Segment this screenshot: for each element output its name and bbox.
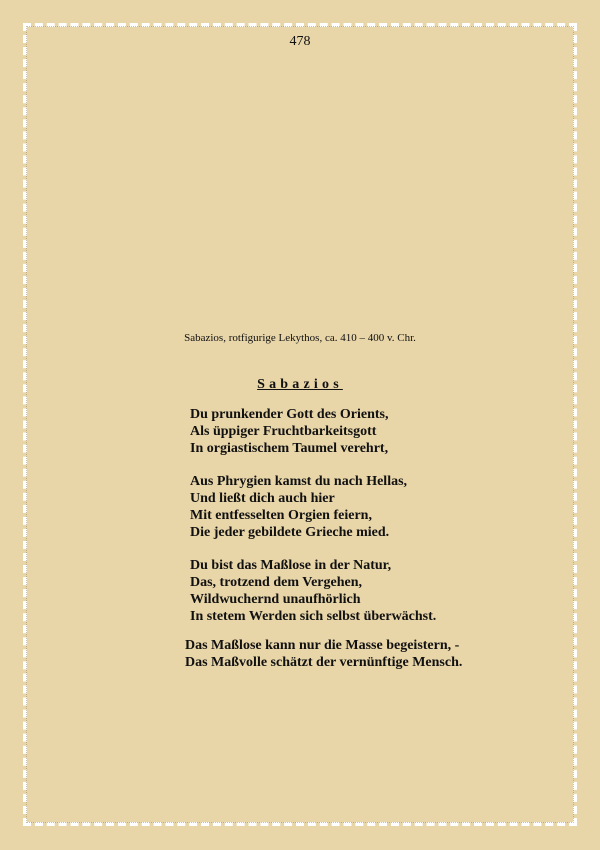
poem-line: Die jeder gebildete Grieche mied. [190, 525, 390, 540]
stanza-2 [190, 473, 550, 541]
poem-line: In orgiastischem Taumel verehrt, [190, 441, 389, 456]
poem-line: Du bist das Maßlose in der Natur, [190, 558, 392, 573]
image-caption: Sabazios, rotfigurige Lekythos, ca. 410 – 400 v. Chr. [184, 332, 416, 344]
poem-line: Als üppiger Fruchtbarkeitsgott [190, 424, 377, 439]
poem-line: Wildwuchernd unaufhörlich [190, 592, 361, 607]
poem-line: Mit entfesselten Orgien feiern, [190, 508, 372, 523]
poem-body [190, 406, 550, 641]
poem-line: Und ließt dich auch hier [190, 491, 335, 506]
poem-line: Du prunkender Gott des Orients, [190, 407, 389, 422]
poem-title: Sabazios [257, 377, 343, 392]
poem-line: In stetem Werden sich selbst überwächst. [190, 609, 437, 624]
poem-line: Das, trotzend dem Vergehen, [190, 575, 363, 590]
poem-line: Aus Phrygien kamst du nach Hellas, [190, 474, 408, 489]
stanza-3 [190, 557, 550, 625]
closing-line: Das Maßvolle schätzt der vernünftige Mensch. [185, 655, 463, 670]
closing-couplet [185, 637, 565, 671]
page-number: 478 [289, 34, 311, 49]
stanza-1 [190, 406, 550, 457]
closing-line: Das Maßlose kann nur die Masse begeistern, - [185, 638, 460, 653]
